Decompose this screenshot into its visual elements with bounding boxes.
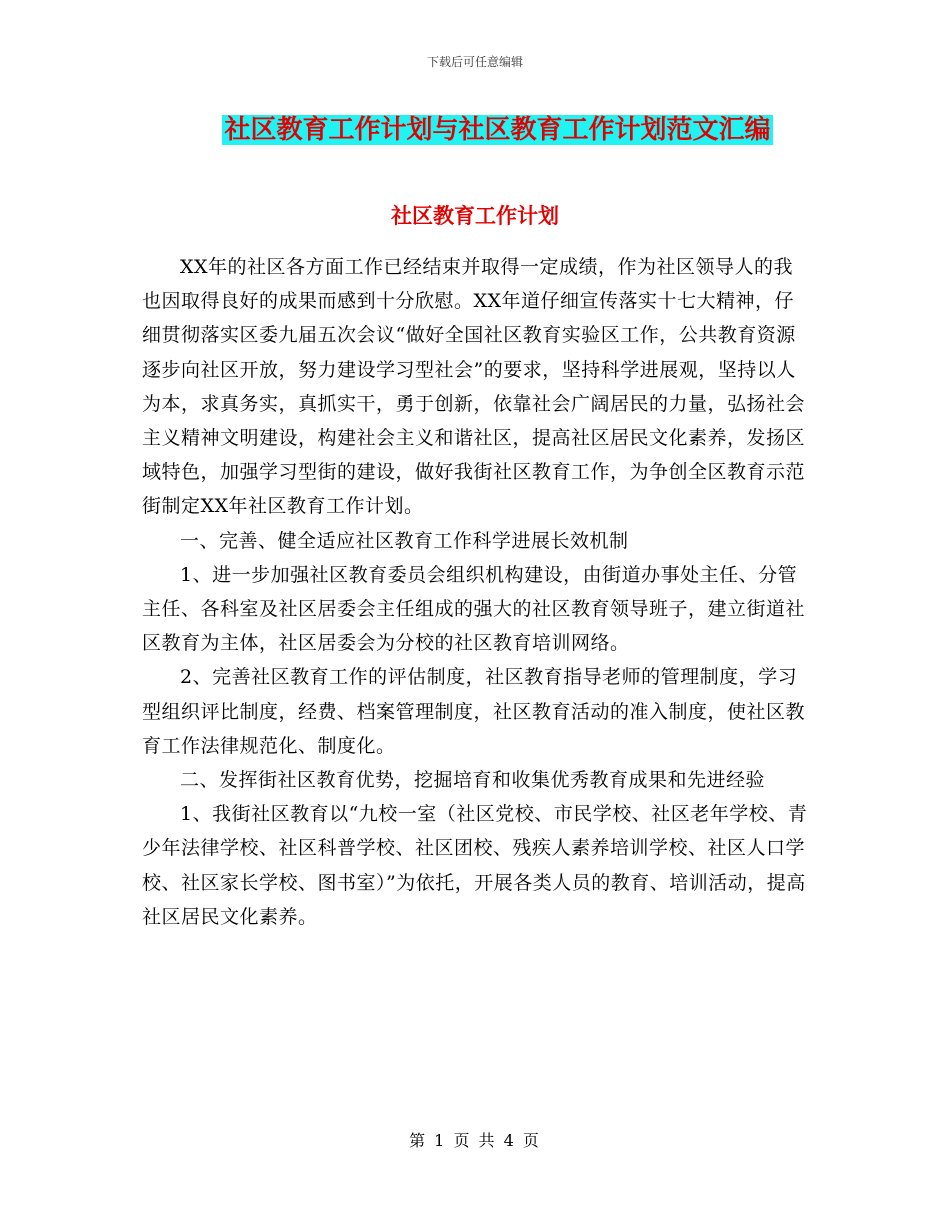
document-title <box>0 113 950 147</box>
section-title: 社区教育工作计划 <box>391 203 559 228</box>
document-title-text: 社区教育工作计划与社区教育工作计划范文汇编 <box>224 115 771 145</box>
heading-section-2: 二、发挥街社区教育优势，挖掘培育和收集优秀教育成果和先进经验 <box>180 769 766 792</box>
paragraph-1-1: 1、进一步加强社区教育委员会组织机构建设，由街道办事处主任、分管主任、各科室及社区居委会主任组成的强大的社区教育领导班子，建立街道社区教育为主体，社区居委会为分校的社区教育培训网络。 <box>142 563 806 655</box>
paragraph-2-1: 1、我街社区教育以“九校一室（社区党校、市民学校、社区老年学校、青少年法律学校、社区科普学校、社区团校、残疾人素养培训学校、社区人口学校、社区家长学校、图书室）”为依托，开展各类人员的教育、培训活动，提高社区居民文化素养。 <box>142 803 808 928</box>
heading-section-1: 一、完善、健全适应社区教育工作科学进展长效机制 <box>180 529 629 552</box>
paragraph-intro: XX年的社区各方面工作已经结束并取得一定成绩，作为社区领导人的我也因取得良好的成果而感到十分欣慰。XX年道仔细宣传落实十七大精神，仔细贯彻落实区委九届五次会议“做好全国社区教育实验区工作，公共教育资源逐步向社区开放，努力建设学习型社会”的要求，坚持科学进展观，坚持以人为本，求真务实，真抓实干，勇于创新，依靠社会广阔居民的力量，弘扬社会主义精神文明建设，构建社会主义和谐社区，提高社区居民文化素养，发扬区域特色，加强学习型街的建设，做好我街社区教育工作，为争创全区教育示范街制定XX年社区教育工作计划。 <box>142 256 806 518</box>
page-footer: 第 1 页 共 4 页 <box>409 1131 541 1150</box>
header-note: 下载后可任意编辑 <box>426 55 523 69</box>
paragraph-1-2: 2、完善社区教育工作的评估制度，社区教育指导老师的管理制度，学习型组织评比制度，经费、档案管理制度，社区教育活动的准入制度，使社区教育工作法律规范化、制度化。 <box>142 666 806 757</box>
document-body <box>142 250 812 934</box>
